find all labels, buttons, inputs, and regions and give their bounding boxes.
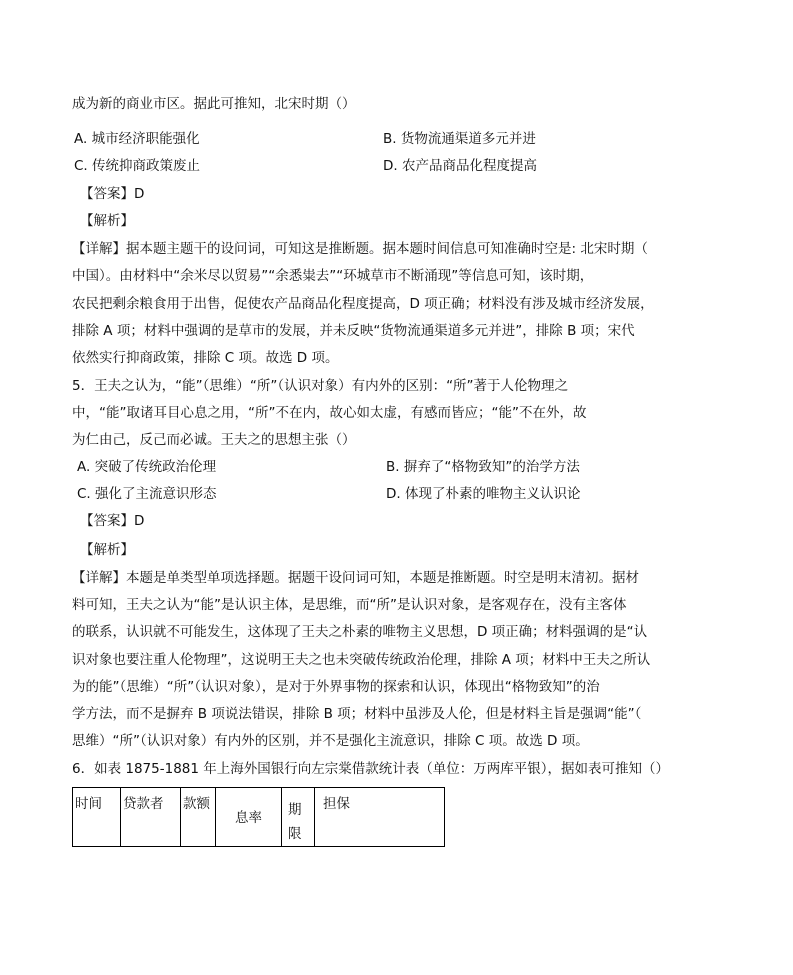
q5-option-d: D. 体现了朴素的唯物主义认识论 (386, 486, 581, 502)
q6-stem: 6．如表 1875-1881 年上海外国银行向左宗棠借款统计表（单位：万两库平银），据如表可推知（） (72, 761, 670, 777)
loan-table (72, 787, 445, 847)
q5-answer: 【答案】D (80, 513, 145, 529)
q5-option-b: B. 摒弃了“格物致知”的治学方法 (386, 459, 580, 475)
q5-detail-line: 的联系，认识就不可能发生，这体现了王夫之朴素的唯物主义思想，D 项正确；材料强调的是“认 (72, 624, 648, 640)
q5-detail-line: 为的能”（思维）“所”（认识对象），是对于外界事物的探索和认识，体现出“格物致知”的治 (72, 679, 600, 695)
table-header-cell: 期限 (282, 788, 315, 847)
q4-analysis-label: 【解析】 (80, 213, 134, 229)
q4-detail-line: 排除 A 项；材料中强调的是草市的发展，并未反映“货物流通渠道多元并进”，排除 B 项；宋代 (72, 323, 635, 339)
q4-detail-line: 依然实行抑商政策，排除 C 项。故选 D 项。 (72, 350, 339, 366)
q4-detail-line: 农民把剩余粮食用于出售，促使农产品商品化程度提高，D 项正确；材料没有涉及城市经济发展， (72, 296, 654, 312)
q5-detail-line: 学方法，而不是摒弃 B 项说法错误，排除 B 项；材料中虽涉及人伦，但是材料主旨是强调“能”（ (72, 706, 642, 722)
q5-option-a: A. 突破了传统政治伦理 (77, 459, 217, 475)
q4-stem-tail: 成为新的商业市区。据此可推知，北宋时期（） (72, 96, 356, 112)
q5-stem-line: 为仁由己，反己而必诚。王夫之的思想主张（） (72, 432, 356, 448)
q5-detail-line: 料可知，王夫之认为“能”是认识主体，是思维，而“所”是认识对象，是客观存在，没有主客体 (72, 597, 627, 613)
q4-detail-line: 【详解】据本题主题干的设问词，可知这是推断题。据本题时间信息可知准确时空是: 北宋时期（ (72, 241, 648, 257)
table-header-row (73, 788, 445, 847)
q4-option-c: C. 传统抑商政策废止 (74, 158, 201, 174)
q5-detail-line: 【详解】本题是单类型单项选择题。据题干设问词可知，本题是推断题。时空是明末清初。据材 (72, 570, 639, 586)
q4-option-b: B. 货物流通渠道多元并进 (383, 131, 536, 147)
q4-option-a: A. 城市经济职能强化 (74, 131, 200, 147)
q4-answer: 【答案】D (80, 186, 145, 202)
q4-option-d: D. 农产品商品化程度提高 (383, 158, 537, 174)
q5-stem-line: 中，“能”取诸耳目心息之用，“所”不在内，故心如太虚，有感而皆应；“能”不在外，故 (72, 405, 587, 421)
table-header-cell: 息率 (216, 788, 282, 847)
q5-stem-line: 5．王夫之认为，“能”（思维）“所”（认识对象）有内外的区别：“所”著于人伦物理之 (72, 378, 569, 394)
q4-detail-line: 中国）。由材料中“余米尽以贸易”“余悉粜去”“环城草市不断涌现”等信息可知，该时期， (72, 268, 594, 284)
q5-analysis-label: 【解析】 (80, 542, 134, 558)
q5-detail-line: 识对象也要注重人伦物理”，这说明王夫之也未突破传统政治伦理，排除 A 项；材料中王夫之所认 (72, 652, 651, 668)
table-header-cell: 担保 (315, 788, 445, 847)
q5-detail-line: 思维）“所”（认识对象）有内外的区别，并不是强化主流意识，排除 C 项。故选 D 项。 (72, 733, 589, 749)
table-header-cell: 时间 (73, 788, 121, 847)
table-header-cell: 款额 (181, 788, 216, 847)
q5-option-c: C. 强化了主流意识形态 (77, 486, 217, 502)
table-header-cell: 贷款者 (121, 788, 181, 847)
